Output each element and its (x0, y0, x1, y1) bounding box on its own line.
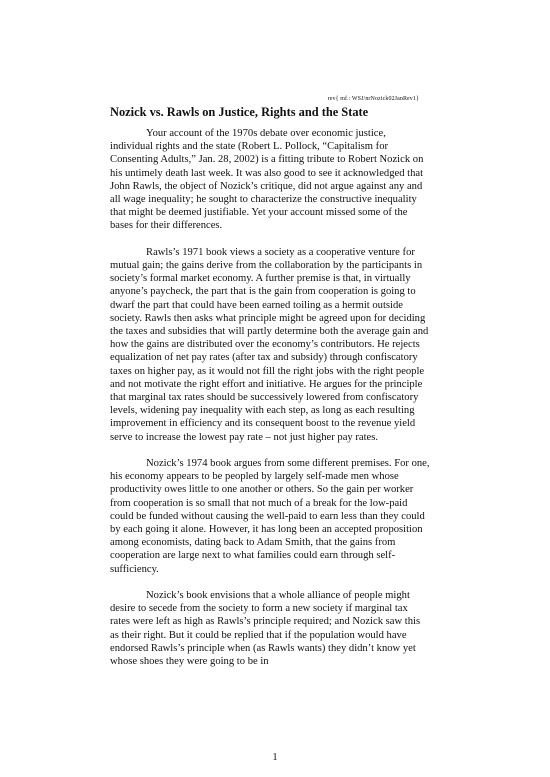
document-body (110, 127, 430, 681)
paragraph-4: Nozick’s book envisions that a whole alliance of people might desire to secede from the society to form a new society if marginal tax rates were left as high as Rawls’s principle required; and Nozick saw this as their right. But it could be replied that if the population would have endorsed Rawls’s principle when (as Rawls wants) they didn’t know yet whose shoes they were going to be in (110, 590, 421, 668)
paragraph-1: Your account of the 1970s debate over economic justice, individual rights and the state (Robert L. Pollock, “Capitalism for Consenting Adults,” Jan. 28, 2002) is a fitting tribute to Robert Nozick on his untimely death last week. It was also good to see it acknowledged that John Rawls, the object of Nozick’s critique, did not argue against any and all wage inequality; he sought to characterize the constructive inequality that might be deemed justifiable. Yet your account missed some of the bases for their differences. (110, 128, 424, 232)
document-title: Nozick vs. Rawls on Justice, Rights and the State (110, 105, 369, 119)
paragraph-3: Nozick’s 1974 book argues from some different premises. For one, his economy appears to be peopled by largely self-made men whose productivity owes little to one another or others. So the gain per worker from cooperation is so small that not much of a break for the low-paid could be funded without causing the well-paid to earn less than they could by each going it alone. However, it has long been an accepted proposition among economists, dating back to Adam Smith, that the gains from cooperation are large next to what families could earn through self-sufficiency. (110, 458, 430, 575)
paragraph-2: Rawls’s 1971 book views a society as a cooperative venture for mutual gain; the gains derive from the collaboration by the participants in society’s formal market economy. A further premise is that, in virtually anyone’s paycheck, the part that is the gain from cooperation is going to dwarf the part that could have been earned toiling as a hermit outside society. Rawls then asks what principle might be agreed upon for deciding the taxes and subsidies that will partly determine both the average gain and how the gains are distributed over the economy’s contributors. He rejects equalization of net pay rates (after tax and subsidy) through confiscatory taxes on higher pay, as it would not fill the right jobs with the right people and not motivate the right effort and initiative. He argues for the principle that marginal tax rates should be successively lowered from confiscatory levels, widening pay inequality with each step, as long as each resulting improvement in efficiency and its consequent boost to the revenue yield serve to increase the lowest pay rate – not just higher pay rates. (110, 246, 429, 443)
file-reference: rev{ mf.: WSJ/nrNozick02JanRev1} (327, 96, 419, 102)
page-number: 1 (272, 752, 278, 763)
